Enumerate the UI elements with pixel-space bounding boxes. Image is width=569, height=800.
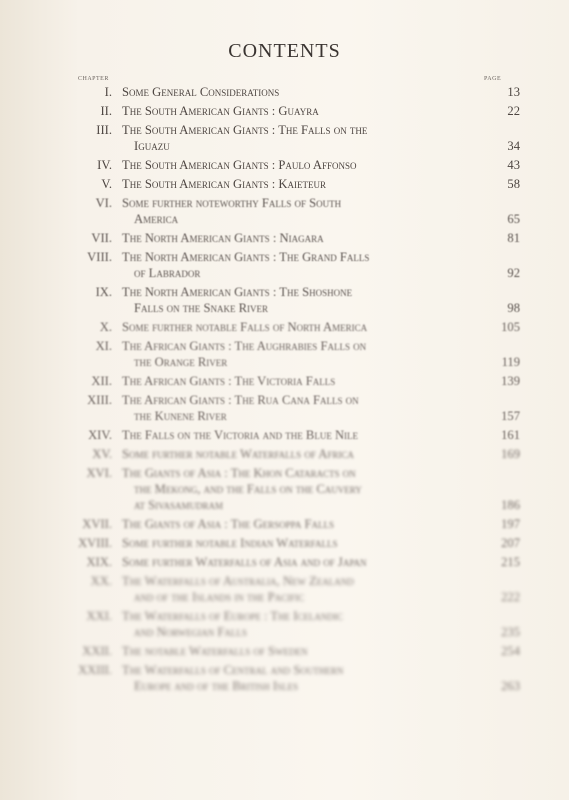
toc-entry — [60, 176, 520, 192]
chapter-title-line: The African Giants : The Rua Cana Falls on — [122, 393, 359, 407]
page-number: 98 — [507, 301, 520, 315]
page-number: 92 — [507, 266, 520, 280]
chapter-title — [122, 446, 488, 462]
chapter-title — [122, 103, 488, 119]
chapter-title-line: the Orange River — [134, 355, 228, 369]
chapter-title — [122, 157, 488, 173]
page-number: 58 — [507, 177, 520, 191]
toc-entry — [60, 284, 520, 316]
toc-entry — [60, 249, 520, 281]
page-number: 119 — [501, 355, 520, 369]
chapter-title-line: Iguazu — [134, 139, 170, 153]
chapter-title-line: The North American Giants : The Shoshone — [122, 285, 353, 299]
toc-entry — [60, 535, 520, 551]
chapter-number: XIV. — [88, 428, 112, 442]
toc-entry — [60, 338, 520, 370]
chapter-title — [122, 373, 488, 389]
chapter-column-label: CHAPTER — [78, 76, 109, 82]
chapter-title-line: and Norwegian Falls — [134, 625, 247, 639]
toc-entry — [60, 230, 520, 246]
chapter-number: V. — [101, 177, 112, 191]
chapter-title-line: The notable Waterfalls of Sweden — [122, 644, 308, 658]
page-number: 161 — [501, 428, 520, 442]
chapter-title-line: The South American Giants : Paulo Affonso — [122, 158, 357, 172]
chapter-title-line: The North American Giants : The Grand Falls — [122, 250, 370, 264]
chapter-number: XIII. — [87, 393, 112, 407]
toc-entry — [60, 573, 520, 605]
chapter-title-line: The Waterfalls of Australia, New Zealand — [122, 574, 354, 588]
page-number: 34 — [507, 139, 520, 153]
chapter-title-line: of Labrador — [134, 266, 201, 280]
chapter-title — [122, 392, 488, 424]
page-number: 65 — [507, 212, 520, 226]
chapter-title-line: Some further notable Indian Waterfalls — [122, 536, 338, 550]
page-number: 215 — [501, 555, 520, 569]
toc-entry — [60, 157, 520, 173]
toc-entry — [60, 103, 520, 119]
chapter-number: IX. — [95, 285, 112, 299]
chapter-title-line: The South American Giants : Kaieteur — [122, 177, 327, 191]
toc-entry — [60, 195, 520, 227]
chapter-title-line: Falls on the Snake River — [134, 301, 268, 315]
page-number: 43 — [507, 158, 520, 172]
chapter-number: XXI. — [86, 609, 112, 623]
chapter-number: VII. — [91, 231, 112, 245]
chapter-title-line: Europe and of the British Isles — [134, 679, 299, 693]
chapter-number: X. — [99, 320, 112, 334]
chapter-number: VIII. — [87, 250, 112, 264]
chapter-title-line: The Waterfalls of Europe : The Icelandic — [122, 609, 343, 623]
chapter-title-line: at Sivasamudram — [134, 498, 223, 512]
toc-entry — [60, 446, 520, 462]
chapter-number: XVI. — [86, 466, 112, 480]
table-of-contents — [60, 84, 520, 697]
chapter-title-line: Some further notable Falls of North America — [122, 320, 368, 334]
page-number: 197 — [501, 517, 520, 531]
chapter-title — [122, 573, 488, 605]
chapter-title-line: Some further notable Waterfalls of Africa — [122, 447, 354, 461]
chapter-title-line: The Giants of Asia : The Khon Cataracts on — [122, 466, 356, 480]
page-number: 105 — [501, 320, 520, 334]
chapter-number: XXIII. — [78, 663, 112, 677]
chapter-number: XIX. — [86, 555, 112, 569]
chapter-number: XV. — [92, 447, 112, 461]
page-column-label: PAGE — [484, 76, 502, 82]
chapter-number: II. — [100, 104, 112, 118]
chapter-title-line: The North American Giants : Niagara — [122, 231, 324, 245]
chapter-number: XVIII. — [78, 536, 112, 550]
toc-entry — [60, 554, 520, 570]
chapter-title — [122, 319, 488, 335]
chapter-title — [122, 338, 488, 370]
toc-entry — [60, 516, 520, 532]
chapter-number: III. — [96, 123, 112, 137]
chapter-title-line: The African Giants : The Aughrabies Falls on — [122, 339, 367, 353]
chapter-title-line: Some General Considerations — [122, 85, 280, 99]
chapter-title — [122, 195, 488, 227]
chapter-number: XII. — [91, 374, 112, 388]
page-number: 235 — [501, 625, 520, 639]
chapter-title-line: The South American Giants : Guayra — [122, 104, 319, 118]
page-title: CONTENTS — [228, 40, 341, 62]
chapter-number: I. — [104, 85, 112, 99]
chapter-title-line: the Mekong, and the Falls on the Cauvery — [134, 482, 362, 496]
toc-entry — [60, 608, 520, 640]
page-number: 22 — [507, 104, 520, 118]
page-number: 186 — [501, 498, 520, 512]
chapter-title-line: The Falls on the Victoria and the Blue Nile — [122, 428, 359, 442]
chapter-number: XXII. — [82, 644, 112, 658]
page-number: 222 — [501, 590, 520, 604]
chapter-title-line: Some further Waterfalls of Asia and of Japan — [122, 555, 367, 569]
chapter-title — [122, 176, 488, 192]
toc-entry — [60, 643, 520, 659]
toc-entry — [60, 373, 520, 389]
chapter-title — [122, 122, 488, 154]
toc-entry — [60, 662, 520, 694]
chapter-number: VI. — [95, 196, 112, 210]
toc-entry — [60, 122, 520, 154]
chapter-title — [122, 427, 488, 443]
chapter-number: IV. — [97, 158, 112, 172]
toc-entry — [60, 319, 520, 335]
chapter-number: XVII. — [82, 517, 112, 531]
page-number: 13 — [507, 85, 520, 99]
page-number: 157 — [501, 409, 520, 423]
chapter-title-line: The African Giants : The Victoria Falls — [122, 374, 336, 388]
page-number: 169 — [501, 447, 520, 461]
chapter-title-line: The Giants of Asia : The Gersoppa Falls — [122, 517, 334, 531]
page-number: 81 — [507, 231, 520, 245]
chapter-title — [122, 284, 488, 316]
chapter-title — [122, 465, 488, 513]
chapter-title — [122, 608, 488, 640]
page-number: 207 — [501, 536, 520, 550]
toc-entry — [60, 465, 520, 513]
chapter-number: XX. — [90, 574, 112, 588]
chapter-title — [122, 230, 488, 246]
chapter-title-line: the Kunene River — [134, 409, 227, 423]
chapter-title-line: America — [134, 212, 179, 226]
chapter-title — [122, 643, 488, 659]
chapter-title-line: and of the Islands in the Pacific — [134, 590, 305, 604]
chapter-number: XI. — [95, 339, 112, 353]
toc-entry — [60, 427, 520, 443]
page-number: 139 — [501, 374, 520, 388]
chapter-title-line: Some further noteworthy Falls of South — [122, 196, 342, 210]
chapter-title — [122, 516, 488, 532]
toc-entry — [60, 84, 520, 100]
page-number: 263 — [501, 679, 520, 693]
chapter-title-line: The South American Giants : The Falls on the — [122, 123, 368, 137]
chapter-title-line: The Waterfalls of Central and Southern — [122, 663, 344, 677]
chapter-title — [122, 554, 488, 570]
chapter-title — [122, 84, 488, 100]
toc-entry — [60, 392, 520, 424]
chapter-title — [122, 249, 488, 281]
chapter-title — [122, 662, 488, 694]
page-number: 254 — [501, 644, 520, 658]
chapter-title — [122, 535, 488, 551]
